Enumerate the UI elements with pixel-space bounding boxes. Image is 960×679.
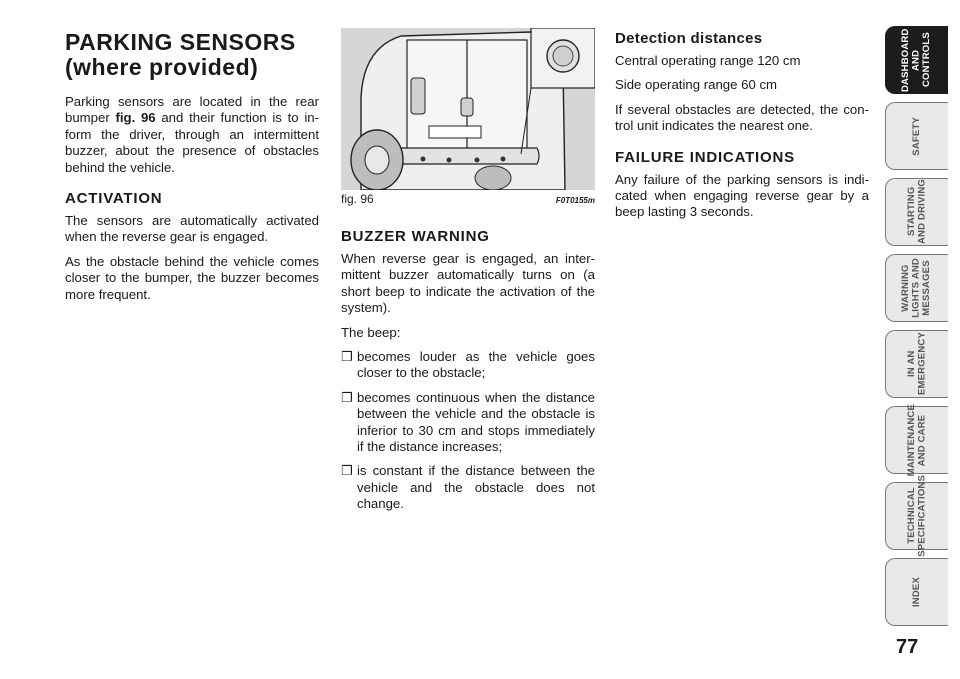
checkbox-bullet-icon: ❒ (341, 389, 353, 405)
page-number: 77 (896, 636, 919, 658)
tab-in-an-emergency[interactable]: IN AN EMERGENCY (885, 330, 948, 398)
tab-dashboard-and-controls[interactable]: DASHBOARD AND CONTROLS (885, 26, 948, 94)
checkbox-bullet-icon: ❒ (341, 349, 353, 365)
tab-technical-specifications[interactable]: TECHNICAL SPECIFICATIONS (885, 482, 948, 550)
tab-safety[interactable]: SAFETY (885, 102, 948, 170)
activation-paragraph-1: The sensors are automatically activated when the reverse gear is engaged. (65, 213, 319, 245)
bullet-item: ❒ is constant if the distance between the vehicle and the obstacle does not change. (341, 463, 595, 512)
activation-paragraph-2: As the obstacle behind the vehicle comes closer to the bumper, the buzzer becomes more frequent. (65, 253, 319, 302)
column-right (615, 28, 869, 229)
intro-paragraph: Parking sensors are located in the rear bumper fig. 96 and their function is to in-form the driver, through an intermittent buzzer, about the presence of obstacles behind the vehicle. (65, 94, 319, 175)
multiple-obstacles: If several obstacles are detected, the con-trol unit indicates the nearest one. (615, 101, 869, 134)
title-line-2: (where provided) (65, 54, 259, 80)
figure-caption (341, 192, 595, 206)
bullet-item: ❒ becomes continuous when the distance between the vehicle and the obstacle is inferior to 30 cm and stops immediately if the distance increases; (341, 389, 595, 455)
van-rear-drawing (341, 28, 595, 190)
side-range: Side operating range 60 cm (615, 77, 778, 93)
beep-intro: The beep: (341, 324, 401, 340)
activation-heading: ACTIVATION (65, 190, 163, 208)
tab-starting-and-driving[interactable]: STARTING AND DRIVING (885, 178, 948, 246)
vehicle-rear-illustration (341, 28, 595, 190)
title-line-1: PARKING SENSORS (65, 29, 296, 55)
column-left (65, 28, 319, 311)
failure-paragraph: Any failure of the parking sensors is indi-cated when engaging reverse gear by a beep lasting 3 seconds. (615, 171, 869, 220)
page-title (65, 30, 319, 80)
tab-index[interactable]: INDEX (885, 558, 948, 626)
column-middle (341, 226, 595, 521)
figure-code: F0T0155m (555, 196, 595, 205)
checkbox-bullet-icon: ❒ (341, 463, 353, 479)
bullet-item: ❒ becomes louder as the vehicle goes closer to the obstacle; (341, 349, 595, 381)
tab-warning-lights-and-messages[interactable]: WARNING LIGHTS AND MESSAGES (885, 254, 948, 322)
buzzer-heading: BUZZER WARNING (341, 228, 490, 245)
distances-heading: Detection distances (615, 30, 763, 47)
buzzer-paragraph: When reverse gear is engaged, an inter-mittent buzzer automatically turns on (a short beep to indicate the activation of the system). (341, 251, 595, 316)
central-range: Central operating range 120 cm (615, 53, 801, 68)
tab-maintenance-and-care[interactable]: MAINTENANCE AND CARE (885, 406, 948, 474)
figure-reference: fig. 96 (115, 110, 156, 126)
failure-heading: FAILURE INDICATIONS (615, 148, 795, 166)
figure-label: fig. 96 (341, 192, 374, 206)
